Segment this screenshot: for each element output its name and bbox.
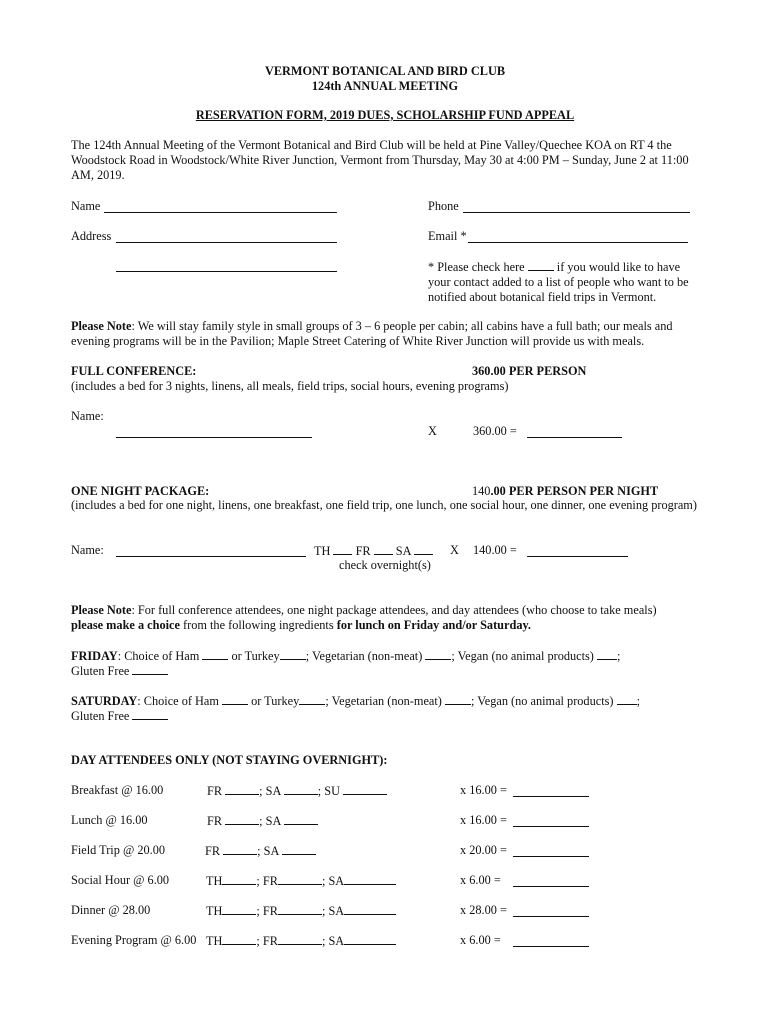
friday-vegan: ; Vegan (no animal products) (451, 649, 594, 663)
day-d1: TH (206, 904, 223, 918)
full-conference-desc: (includes a bed for 3 nights, linens, all meals, field trips, social hours, evening programs) (71, 379, 509, 393)
day-row-label: Dinner @ 28.00 (71, 903, 151, 917)
day-row-label: Lunch @ 16.00 (71, 813, 148, 827)
day-d3-field[interactable] (344, 903, 396, 915)
day-row-total[interactable] (513, 826, 589, 827)
saturday-or-turkey: or Turkey (251, 694, 300, 708)
friday-veg: ; Vegetarian (non-meat) (305, 649, 423, 663)
note2-text2: from the following ingredients (179, 618, 337, 632)
address-label: Address (71, 229, 112, 243)
note2-text1: : For full conference attendees, one night package attendees, and day attendees (who choose to take meals) (131, 603, 657, 617)
saturday-vegan-check[interactable] (617, 693, 637, 705)
saturday-ham-check[interactable] (222, 693, 248, 705)
one-night-price-plain: 140 (472, 484, 491, 498)
day-d3: ; SA (321, 934, 345, 948)
note-label: Please Note (71, 319, 132, 333)
saturday-veg: ; Vegetarian (non-meat) (325, 694, 442, 708)
email-optin-note (428, 259, 698, 305)
day-row-label: Social Hour @ 6.00 (71, 873, 170, 887)
day-row-mult: x 28.00 = (460, 903, 507, 917)
friday-label: FRIDAY (71, 649, 118, 663)
day-d1-field[interactable] (222, 873, 256, 885)
one-night-total-field[interactable] (527, 556, 628, 557)
one-night-sa-check[interactable] (414, 543, 433, 555)
day-d2: ; SA (257, 844, 279, 858)
note-cabins (71, 319, 699, 349)
day-d2-field[interactable] (284, 783, 318, 795)
day-row-days (205, 843, 316, 859)
friday-turkey-check[interactable] (280, 648, 306, 660)
intro-paragraph: The 124th Annual Meeting of the Vermont Botanical and Bird Club will be held at Pine Valley/Quechee KOA on RT 4 the Woodstock Road in Woodstock/White River Junction, Vermont from Thursday, May 30 at 4:00 PM – Sunday, June 2 at 11:00 AM, 2019. (71, 138, 689, 182)
day-d1: TH (206, 874, 223, 888)
org-title: VERMONT BOTANICAL AND BIRD CLUB (264, 64, 506, 78)
meeting-title: 124th ANNUAL MEETING (311, 79, 459, 93)
day-row-mult: x 6.00 = (460, 873, 501, 887)
friday-or-turkey: or Turkey (231, 649, 280, 663)
saturday-gluten (71, 708, 168, 724)
day-d1-field[interactable] (222, 933, 256, 945)
one-night-th-check[interactable] (333, 543, 352, 555)
full-conference-name-label: Name: (71, 409, 104, 423)
friday-veg-check[interactable] (425, 648, 451, 660)
day-d2: ; FR (256, 874, 278, 888)
note2-bold1: please make a choice (71, 618, 180, 632)
day-row-label: Evening Program @ 6.00 (71, 933, 197, 947)
one-night-sa-label: SA (395, 544, 411, 558)
address-field-1[interactable] (116, 242, 337, 243)
one-night-fr-check[interactable] (374, 543, 393, 555)
day-d2-field[interactable] (278, 903, 322, 915)
day-d1: FR (205, 844, 221, 858)
saturday-choice: : Choice of Ham (137, 694, 219, 708)
saturday-label: SATURDAY (71, 694, 138, 708)
saturday-vegan: ; Vegan (no animal products) (470, 694, 614, 708)
friday-choice: : Choice of Ham (117, 649, 200, 663)
note-meals-line2 (71, 618, 531, 633)
day-d1: FR (207, 784, 223, 798)
one-night-price (472, 484, 658, 499)
day-row-days (207, 813, 318, 829)
day-row-days (206, 933, 396, 949)
note-text: : We will stay family style in small groups of 3 – 6 people per cabin; all cabins have a full bath; our meals and evening programs will be in the Pavilion; Maple Street Catering of White River Junction will provide us with meals. (71, 319, 673, 348)
friday-gluten-label: Gluten Free (71, 664, 130, 678)
name-label: Name (71, 199, 101, 213)
day-row-mult: x 16.00 = (460, 783, 507, 797)
day-d3: ; SA (321, 904, 345, 918)
day-d2: ; FR (256, 904, 278, 918)
day-d1-field[interactable] (225, 813, 259, 825)
day-row-total[interactable] (513, 886, 589, 887)
phone-label: Phone (428, 199, 459, 213)
note-meals-line1 (71, 603, 657, 618)
day-d3-field[interactable] (344, 933, 396, 945)
one-night-check-caption: check overnight(s) (339, 558, 431, 572)
email-optin-post: if you would like to have your contact added to a list of people who want to be notified about botanical field trips in Vermont. (428, 260, 689, 304)
one-night-desc: (includes a bed for one night, linens, one breakfast, one field trip, one lunch, one social hour, one dinner, one evening program) (71, 498, 697, 512)
one-night-nights (314, 543, 433, 559)
one-night-name-label: Name: (71, 543, 104, 557)
day-d3: ; SU (317, 784, 340, 798)
friday-ham-check[interactable] (202, 648, 228, 660)
saturday-choices (71, 693, 640, 709)
friday-semi: ; (616, 649, 621, 663)
friday-gluten (71, 663, 168, 679)
day-d2: ; FR (256, 934, 278, 948)
day-row-total[interactable] (513, 856, 589, 857)
one-night-x: X (450, 543, 459, 557)
note2-label: Please Note (71, 603, 132, 617)
day-row-total[interactable] (513, 946, 589, 947)
one-night-th-label: TH (314, 544, 331, 558)
one-night-title: ONE NIGHT PACKAGE: (71, 484, 210, 498)
day-d3-field[interactable] (344, 873, 396, 885)
one-night-price-bold: .00 PER PERSON PER NIGHT (490, 484, 659, 498)
day-d2-field[interactable] (278, 873, 322, 885)
email-optin-pre: * Please check here (428, 260, 525, 274)
friday-choices (71, 648, 620, 664)
saturday-veg-check[interactable] (445, 693, 471, 705)
note2-bold2: for lunch on Friday and/or Saturday. (336, 618, 532, 632)
day-d1: TH (206, 934, 223, 948)
day-row-days (207, 783, 387, 799)
day-d1-field[interactable] (222, 903, 256, 915)
day-row-label: Breakfast @ 16.00 (71, 783, 164, 797)
day-d1: FR (207, 814, 223, 828)
day-row-total[interactable] (513, 916, 589, 917)
full-conference-name-field[interactable] (116, 437, 312, 438)
friday-gluten-check[interactable] (132, 663, 168, 675)
day-d1-field[interactable] (225, 783, 259, 795)
email-field[interactable] (468, 242, 688, 243)
day-d1-field[interactable] (223, 843, 257, 855)
full-conference-price: 360.00 PER PERSON (472, 364, 587, 378)
day-d2-field[interactable] (284, 813, 318, 825)
address-field-2[interactable] (116, 271, 337, 272)
day-d3-field[interactable] (343, 783, 387, 795)
full-conference-calc: 360.00 = (473, 424, 517, 438)
full-conference-x: X (428, 424, 437, 438)
full-conference-title: FULL CONFERENCE: (71, 364, 197, 378)
friday-vegan-check[interactable] (597, 648, 617, 660)
saturday-gluten-check[interactable] (132, 708, 168, 720)
day-d2: ; SA (259, 784, 281, 798)
day-row-mult: x 16.00 = (460, 813, 507, 827)
saturday-semi: ; (636, 694, 640, 708)
form-title: RESERVATION FORM, 2019 DUES, SCHOLARSHIP FUND APPEAL (195, 108, 575, 122)
saturday-gluten-label: Gluten Free (71, 709, 130, 723)
day-d2-field[interactable] (282, 843, 316, 855)
day-row-label: Field Trip @ 20.00 (71, 843, 166, 857)
day-row-days (206, 903, 396, 919)
phone-field[interactable] (463, 212, 690, 213)
one-night-name-field[interactable] (116, 556, 306, 557)
day-d2-field[interactable] (278, 933, 322, 945)
email-optin-checkbox[interactable] (528, 259, 554, 271)
day-d2: ; SA (259, 814, 281, 828)
saturday-turkey-check[interactable] (299, 693, 325, 705)
day-row-total[interactable] (513, 796, 589, 797)
one-night-fr-label: FR (355, 544, 371, 558)
email-label: Email * (428, 229, 467, 243)
one-night-calc: 140.00 = (473, 543, 517, 557)
full-conference-total-field[interactable] (527, 437, 622, 438)
day-row-days (206, 873, 396, 889)
day-row-mult: x 6.00 = (460, 933, 501, 947)
name-field[interactable] (104, 212, 337, 213)
day-d3: ; SA (321, 874, 345, 888)
day-attendees-title: DAY ATTENDEES ONLY (NOT STAYING OVERNIGHT): (71, 753, 388, 767)
day-row-mult: x 20.00 = (460, 843, 507, 857)
